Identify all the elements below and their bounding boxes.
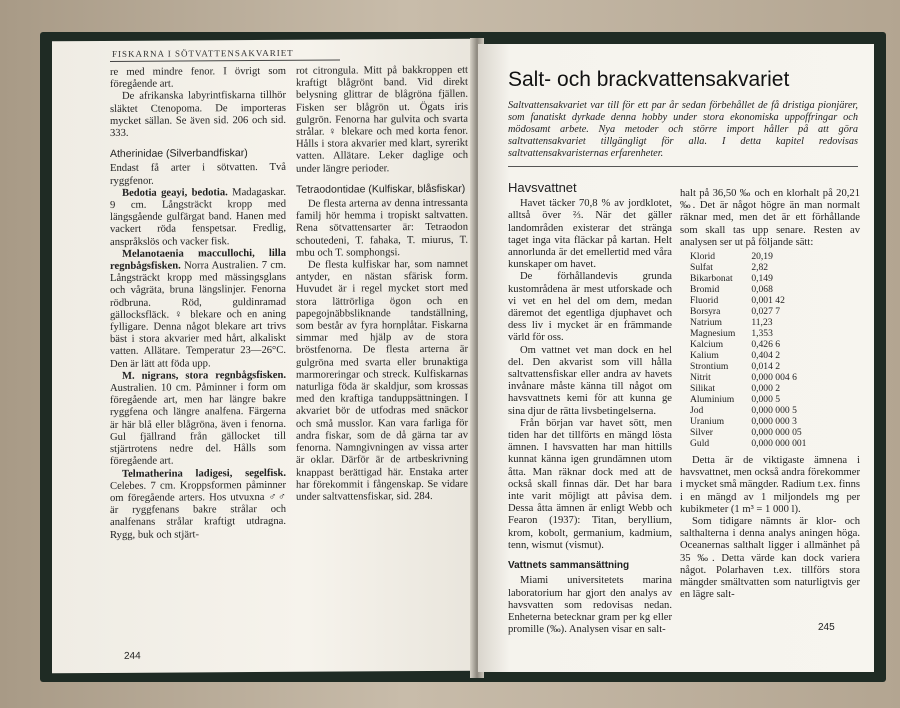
element-value: 0,404 2: [751, 350, 781, 362]
element-value: 2,82: [751, 262, 769, 274]
chapter-intro: Saltvattensakvariet var till för ett par år sedan förbehållet de få dristiga pionjärer, som fanatiskt dyrkade denna hobby under stora ekonomiska uppoffringar och mödosamt arbete. Nya metoder och större import håller på att göra saltvattensakvariet tillgängligt för alla. I detta kapitel redovisas saltvattensakvaristernas erfarenheter.: [508, 100, 858, 159]
paragraph: [110, 248, 286, 371]
section-heading: Atherinidae (Silverbandfiskar): [110, 147, 248, 161]
paragraph: [296, 65, 468, 176]
composition-row: [690, 284, 806, 295]
species-name: Bedotia geayi, bedotia.: [122, 187, 228, 199]
paragraph-text: Endast få arter i sötvatten. Två ryggfenor.: [110, 162, 286, 187]
element-value: 1,353: [751, 328, 773, 340]
paragraph: [110, 90, 286, 140]
element-value: 0,001 42: [751, 295, 785, 307]
paragraph-text: Miami universitetets marina laboratorium har gjort den analys av havsvatten som redovisas nedan. Enheterna betecknar gram per kg eller promille (‰). Analysen visar en salt-: [508, 575, 672, 636]
paragraph-text: Australien. 10 cm. Påminner i form om föregående art, men har längre bakre ryggfena och längre analfena. Färgerna är här blå eller blågröna, även i fenorna. Gul fjällrand från gällocket till stjärtrotens nedre del. Hålls som föregående art.: [110, 381, 286, 468]
element-name: Klorid: [690, 251, 716, 263]
paragraph: [110, 467, 286, 541]
species-name: M. nigrans, stora regnbågsfisken.: [122, 369, 286, 382]
composition-table: [690, 251, 806, 449]
element-value: 0,426 6: [751, 339, 781, 351]
composition-row: [690, 328, 806, 339]
element-name: Bikarbonat: [690, 273, 733, 285]
paragraph-text: Norra Australien. 7 cm. Långsträckt kropp med mässingsglans och vågräta, bruna längslinjer. Fenorna rödbruna. Röd, guldinramad gällocksfläck. ♀ blekare och en aning fylligare. Denna något blekare art trivs bäst i stora akvarier med hårt, alkaliskt vatten. Allätare. Temperatur 23—26°C. Den är lätt att föda upp.: [110, 259, 286, 370]
element-value: 0,027 7: [751, 306, 781, 318]
running-head: FISKARNA I SÖTVATTENSAKVARIET: [112, 47, 294, 59]
element-name: Aluminium: [690, 394, 735, 406]
element-name: Silikat: [690, 383, 716, 395]
paragraph: [508, 345, 672, 418]
paragraph-text: Celebes. 7 cm. Kroppsformen påminner om föregående arters. Hos utvuxna ♂♂ är ryggfenans bakre strålar och analfenans strålar kraftigt utdragna. Rygg, buk och stjärt-: [110, 479, 286, 541]
composition-row: [690, 295, 806, 306]
element-name: Nitrit: [690, 372, 711, 384]
paragraph-text: Från början var havet sött, men tiden har det tillförts en mängd lösta ämnen. I havsvatten har man hittills kunnat känna igen grundämnen utom åtta. Man räknar dock med att de också skall finnas där. Det har bara inte varit möjligt att påvisa dem. Dessa åtta ämnen är enligt Webb och Fearon (1937): Titan, beryllium, krom, kobolt, germanium, kadmium, tenn, wismut (vismut).: [508, 417, 672, 551]
composition-row: [690, 273, 806, 284]
paragraph-text: Havet täcker 70,8 % av jordklotet, alltså över ⅔. När det gäller landområden existerar det stränga taget inga vita fläckar på kartan. Helt annorlunda är det emellertid med våra kunskaper om havet.: [508, 198, 672, 271]
element-name: Silver: [690, 427, 713, 439]
element-name: Jod: [690, 405, 704, 417]
element-name: Natrium: [690, 317, 722, 329]
element-name: Bromid: [690, 284, 720, 296]
paragraph: [508, 271, 672, 344]
element-value: 11,23: [751, 317, 773, 329]
paragraph-text: De afrikanska labyrintfiskarna tillhör släktet Ctenopoma. De importeras mycket sällan. Se även sid. 206 och sid. 333.: [110, 90, 286, 139]
paragraph-text: Som tidigare nämnts är klor- och salthalterna i denna analys aningen höga. Oceanernas salthalt ligger i allmänhet på 35 ‰. Detta värde kan dock variera något. Polarhaven t.ex. tillförs stora mängder smältvatten som naturligtvis ger en lägre salt-: [680, 516, 860, 601]
element-value: 0,068: [751, 284, 773, 296]
paragraph-text: rot citrongula. Mitt på bakkroppen ett kraftigt blågrönt band. Vid direkt belysning glittrar de blågröna fjällen. Fisken ser blågrön ut. Ögats iris gulgrön. Fenorna har gulvita och svarta strålar. ♀ blekare och med korta fenor. Hålls i stora akvarier med klart, syrerikt vatten. Allätare. Leker daglige och under längre perioder.: [296, 64, 468, 175]
element-value: 0,000 000 5: [751, 405, 797, 417]
composition-row: [690, 416, 806, 427]
paragraph-text: Detta är de viktigaste ämnena i havsvattnet, men också andra förekommer i mycket små mängder. Radium t.ex. finns i en mängd av 1 miljondels mg per kubikmeter (1 m³ = 1 000 l).: [680, 455, 860, 515]
paragraph: [508, 418, 672, 552]
composition-row: [690, 251, 806, 262]
paragraph-text: De förhållandevis grunda kustområdena är mest utforskade och vi vet en hel del om dem, medan däremot det egentliga djuphavet och dess liv i mycket är en främmande värld för oss.: [508, 271, 672, 344]
paragraph: [110, 187, 286, 249]
left-column-1: [110, 66, 286, 542]
species-name: Melanotaenia maccullochi, lilla regnbågsfisken.: [110, 247, 286, 272]
paragraph-text: De flesta kulfiskar har, som namnet antyder, en nästan sfärisk form. Huvudet är i regel mycket stort med stora lättrörliga ögon och en papegojnäbbsliknande tandställning, som består av fyra hornplåtar. Fiskarna simmar med hjälp av de stora bröstfenorna. De flesta arterna är gulgröna med svarta eller brunaktiga marmoreringar och streck. Kulfiskarnas naturliga föda är skaldjur, som krossas med den kraftiga tanduppsättningen. I akvariet bör de utfodras med snäckor och små musslor. Kan vara farliga för andra fiskar, som de då gärna tar av fenorna. Namngivningen av vissa arter är oklar. Därför är de artbeskrivning knappast berättigad här. Enstaka arter har förekommit i fångenskap. Se vidare under saltvattensfiskar, sid. 284.: [296, 258, 468, 503]
composition-row: [690, 317, 806, 328]
intro-rule: [508, 166, 858, 167]
page-number-right: 245: [818, 622, 835, 633]
element-name: Kalium: [690, 350, 719, 362]
page-number-left: 244: [124, 650, 141, 662]
element-value: 0,000 004 6: [751, 372, 797, 384]
element-value: 0,000 000 3: [751, 416, 797, 428]
element-name: Sulfat: [690, 262, 713, 274]
paragraph-text: re med mindre fenor. I övrigt som föregående art.: [110, 65, 286, 91]
right-page: [478, 44, 874, 672]
chapter-title: Salt- och brackvattensakvariet: [508, 68, 790, 91]
element-name: Uranium: [690, 416, 725, 428]
composition-row: [690, 372, 806, 383]
composition-row: [690, 394, 806, 405]
paragraph-text: Om vattnet vet man dock en hel del. Den akvarist som vill hålla saltvattensfiskar eller andra av havets invånare måste känna till något om havsvattnets kemi för att kunna ge sina djur de rätta livsbetingelserna.: [508, 344, 672, 417]
paragraph-text: Madagaskar. 9 cm. Långsträckt kropp med längsgående gulfärgat band. Hanen med vackert röda fenspetsar. Fredlig, anspråkslös och vacker fisk.: [110, 186, 286, 248]
element-name: Borsyra: [690, 306, 721, 318]
composition-row: [690, 383, 806, 394]
running-head-rule: [110, 60, 340, 62]
element-name: Magnesium: [690, 328, 736, 340]
composition-row: [690, 427, 806, 438]
paragraph: [508, 575, 672, 636]
element-name: Guld: [690, 438, 710, 450]
section-heading: Vattnets sammansättning: [508, 560, 630, 572]
element-value: 0,014 2: [751, 361, 781, 373]
element-name: Strontium: [690, 361, 729, 373]
composition-row: [690, 361, 806, 372]
element-value: 0,000 2: [751, 383, 781, 395]
paragraph: [296, 259, 468, 504]
paragraph: [508, 198, 672, 271]
composition-row: [690, 438, 806, 449]
element-value: 20,19: [751, 251, 773, 263]
composition-row: [690, 405, 806, 416]
element-value: 0,000 000 05: [751, 427, 802, 439]
paragraph-text: De flesta arterna av denna intressanta familj hör hemma i tropiskt saltvatten. Rena sötvattensarter är: Tetraodon schoutedeni, T. fahaka, T. miurus, T. mbu och T. somphongsi.: [296, 197, 468, 259]
right-column-1: [508, 182, 672, 636]
element-value: 0,000 5: [751, 394, 781, 406]
paragraph: [110, 370, 286, 469]
paragraph: halt på 36,50 ‰ och en klorhalt på 20,21 ‰. Det är något högre än man normalt räknar med, men det är ett förhållande som skall tas upp senare. Resten av analysen ser ut på följande sätt:: [680, 188, 860, 248]
element-name: Kalcium: [690, 339, 724, 351]
paragraph: [680, 455, 860, 516]
composition-row: [690, 262, 806, 273]
element-name: Fluorid: [690, 295, 719, 307]
paragraph: [296, 198, 468, 260]
left-page: [52, 39, 476, 674]
paragraph: [680, 516, 860, 601]
section-heading: Tetraodontidae (Kulfiskar, blåsfiskar): [296, 182, 466, 196]
paragraph: [110, 162, 286, 187]
left-column-2: [296, 65, 468, 504]
composition-row: [690, 350, 806, 361]
right-column-2: [680, 188, 860, 601]
composition-row: [690, 306, 806, 317]
species-name: Telmatherina ladigesi, segelfisk.: [122, 467, 286, 480]
element-value: 0,149: [751, 273, 773, 285]
composition-row: [690, 339, 806, 350]
section-title: Havsvattnet: [508, 180, 577, 195]
paragraph: [110, 66, 286, 91]
element-value: 0,000 000 001: [751, 438, 807, 450]
